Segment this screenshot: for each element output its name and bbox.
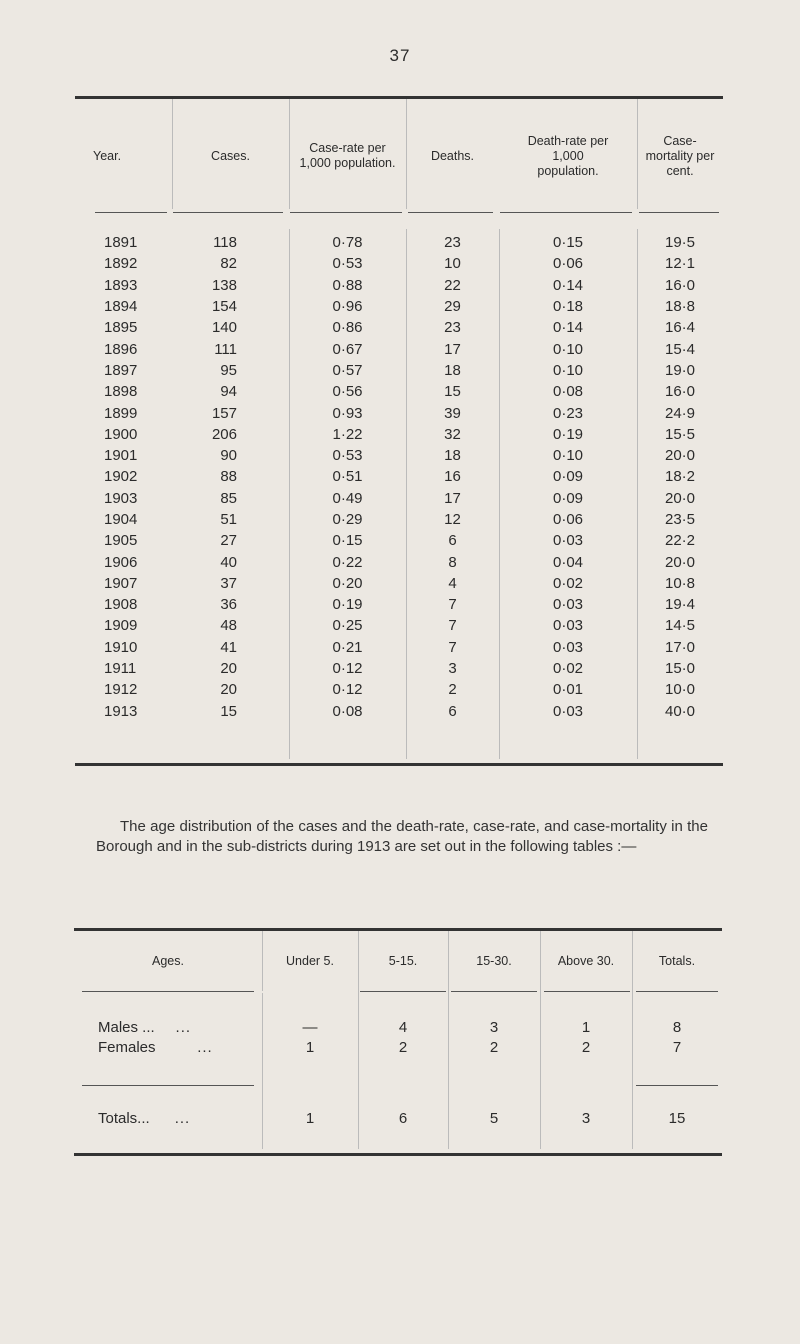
cell-cases: 85 <box>220 489 237 507</box>
cell-cases: 41 <box>220 638 237 656</box>
cell-case-rate: 0·12 <box>332 660 363 678</box>
cell-death-rate: 0·06 <box>552 255 584 273</box>
cell-cases: 138 <box>211 276 237 294</box>
cell-deaths: 15 <box>444 383 461 401</box>
cell-year: 1911 <box>104 660 137 678</box>
cell-year: 1900 <box>104 425 138 443</box>
cell-case-mortality: 23·5 <box>664 511 696 528</box>
cell-cases: 111 <box>214 340 237 358</box>
table-row <box>75 232 723 253</box>
cell-case-mortality: 19·5 <box>664 234 696 252</box>
cell-above-30: 1 <box>581 1018 591 1036</box>
cell-deaths: 7 <box>448 596 457 614</box>
cell-case-mortality: 24·9 <box>664 404 696 422</box>
table-row <box>75 253 723 274</box>
cell-case-mortality: 20·0 <box>664 553 696 571</box>
cell-case-rate: 0·19 <box>332 596 363 614</box>
header-rule <box>408 212 493 213</box>
table-row <box>75 296 723 317</box>
cell-deaths: 16 <box>444 468 461 486</box>
cell-5-15: 6 <box>398 1109 408 1127</box>
cell-death-rate: 0·19 <box>552 425 584 443</box>
cell-total: 7 <box>672 1038 682 1056</box>
header-death-rate: Death-rate per 1,000 population. <box>527 133 609 178</box>
cell-case-rate: 0·29 <box>332 511 363 528</box>
cell-case-rate: 0·96 <box>332 298 363 316</box>
cell-deaths: 6 <box>448 532 457 550</box>
cell-year: 1891 <box>104 234 138 252</box>
cell-case-rate: 0·25 <box>332 617 363 635</box>
cell-case-rate: 0·86 <box>332 319 363 337</box>
row-label <box>74 1039 262 1056</box>
header-rule <box>451 991 537 992</box>
table-row <box>75 402 723 423</box>
cell-death-rate: 0·10 <box>552 361 584 379</box>
totals-rule <box>82 1085 254 1086</box>
table-row <box>75 594 723 615</box>
cell-case-rate: 0·88 <box>332 276 363 294</box>
cell-cases: 15 <box>220 702 237 720</box>
page-number: 37 <box>389 46 411 65</box>
cell-cases: 157 <box>211 404 237 422</box>
row-label <box>74 1110 262 1127</box>
leader-dots: ... <box>174 1109 191 1127</box>
cell-year: 1904 <box>104 511 138 528</box>
header-rule <box>95 212 167 213</box>
table-header-row <box>74 931 722 991</box>
cell-deaths: 17 <box>444 489 461 507</box>
cell-death-rate: 0·03 <box>552 638 584 656</box>
cell-death-rate: 0·23 <box>552 404 584 422</box>
header-under-5: Under 5. <box>286 954 334 968</box>
cell-cases: 88 <box>220 468 237 486</box>
cell-year: 1901 <box>104 447 138 465</box>
cell-deaths: 3 <box>448 660 457 678</box>
table-row <box>75 701 723 722</box>
cell-case-rate: 0·67 <box>332 340 363 358</box>
cell-death-rate: 0·10 <box>552 447 584 465</box>
label-males: Males ... <box>98 1018 155 1036</box>
cell-case-mortality: 40·0 <box>664 702 696 720</box>
cell-cases: 90 <box>220 447 237 465</box>
cell-deaths: 10 <box>444 255 461 273</box>
cell-deaths: 12 <box>444 511 461 528</box>
cell-cases: 95 <box>220 361 237 379</box>
cell-deaths: 39 <box>444 404 461 422</box>
cell-year: 1892 <box>104 255 138 273</box>
header-cases: Cases. <box>211 148 250 163</box>
cell-deaths: 7 <box>448 617 457 635</box>
row-label <box>74 1019 262 1036</box>
leader-dots: ... <box>175 1018 192 1036</box>
cell-case-mortality: 19·4 <box>664 596 696 614</box>
header-deaths: Deaths. <box>430 148 475 163</box>
header-above-30: Above 30. <box>557 954 615 968</box>
cell-5-15: 2 <box>398 1038 408 1056</box>
cell-case-rate: 0·08 <box>332 702 363 720</box>
cell-year: 1906 <box>104 553 138 571</box>
cell-deaths: 18 <box>444 447 461 465</box>
header-rule <box>500 212 632 213</box>
annual-statistics-table <box>75 96 723 766</box>
header-5-15: 5-15. <box>388 954 418 968</box>
header-case-mortality: Case-mortality per cent. <box>645 133 715 178</box>
cell-year: 1893 <box>104 276 138 294</box>
cell-cases: 82 <box>220 255 237 273</box>
table-row <box>75 637 723 658</box>
cell-under-5: 1 <box>305 1038 315 1056</box>
cell-cases: 36 <box>220 596 237 614</box>
table-row <box>75 317 723 338</box>
cell-cases: 206 <box>211 425 237 443</box>
cell-death-rate: 0·10 <box>552 340 584 358</box>
cell-case-mortality: 12·1 <box>664 255 696 273</box>
cell-year: 1897 <box>104 361 138 379</box>
cell-case-rate: 0·57 <box>332 361 363 379</box>
column-divider <box>289 99 290 209</box>
header-totals: Totals. <box>658 954 696 968</box>
cell-5-15: 4 <box>398 1018 408 1036</box>
cell-deaths: 18 <box>444 361 461 379</box>
cell-case-rate: 0·22 <box>332 553 363 571</box>
cell-deaths: 32 <box>444 425 461 443</box>
cell-case-mortality: 18·2 <box>664 468 696 486</box>
header-year: Year. <box>93 148 122 163</box>
age-distribution-table <box>74 928 722 1156</box>
cell-case-rate: 0·20 <box>332 574 363 592</box>
cell-death-rate: 0·04 <box>552 553 584 571</box>
cell-year: 1895 <box>104 319 138 337</box>
header-rule <box>639 212 719 213</box>
cell-case-rate: 0·49 <box>332 489 363 507</box>
cell-case-mortality: 10·0 <box>664 681 696 699</box>
cell-case-rate: 0·12 <box>332 681 363 699</box>
cell-case-rate: 1·22 <box>332 425 363 443</box>
cell-year: 1913 <box>104 702 138 720</box>
table-row <box>75 445 723 466</box>
cell-case-mortality: 20·0 <box>664 447 696 465</box>
cell-cases: 40 <box>220 553 237 571</box>
cell-year: 1908 <box>104 596 138 614</box>
cell-15-30: 2 <box>489 1038 499 1056</box>
cell-case-rate: 0·53 <box>332 255 363 273</box>
cell-deaths: 22 <box>444 276 461 294</box>
totals-rule <box>636 1085 718 1086</box>
cell-year: 1903 <box>104 489 138 507</box>
cell-deaths: 23 <box>444 234 461 252</box>
column-divider <box>406 99 407 209</box>
column-divider <box>172 99 173 209</box>
cell-death-rate: 0·14 <box>552 276 584 294</box>
cell-cases: 27 <box>220 532 237 550</box>
cell-total: 15 <box>668 1109 686 1127</box>
table-row <box>75 381 723 402</box>
cell-case-rate: 0·53 <box>332 447 363 465</box>
table-row <box>75 551 723 572</box>
cell-case-rate: 0·56 <box>332 383 363 401</box>
cell-deaths: 17 <box>444 340 461 358</box>
cell-deaths: 6 <box>448 702 457 720</box>
table-row <box>75 658 723 679</box>
table-row <box>75 275 723 296</box>
cell-cases: 37 <box>220 574 237 592</box>
cell-deaths: 4 <box>448 574 457 592</box>
cell-case-rate: 0·78 <box>332 234 363 252</box>
cell-death-rate: 0·08 <box>552 383 584 401</box>
cell-death-rate: 0·15 <box>552 234 584 252</box>
cell-death-rate: 0·03 <box>552 702 584 720</box>
cell-cases: 48 <box>220 617 237 635</box>
header-15-30: 15-30. <box>476 954 512 968</box>
cell-year: 1910 <box>104 638 138 656</box>
cell-cases: 118 <box>213 234 237 252</box>
cell-under-5: — <box>302 1018 318 1036</box>
header-rule <box>636 991 718 992</box>
cell-death-rate: 0·03 <box>552 617 584 635</box>
cell-death-rate: 0·02 <box>552 660 584 678</box>
cell-deaths: 7 <box>448 638 457 656</box>
cell-death-rate: 0·02 <box>552 574 584 592</box>
cell-year: 1909 <box>104 617 138 635</box>
header-rule <box>173 212 283 213</box>
cell-above-30: 3 <box>581 1109 591 1127</box>
cell-case-mortality: 15·5 <box>664 425 696 443</box>
cell-cases: 94 <box>220 383 237 401</box>
cell-case-mortality: 20·0 <box>664 489 696 507</box>
cell-under-5: 1 <box>305 1109 315 1127</box>
cell-above-30: 2 <box>581 1038 591 1056</box>
header-ages: Ages. <box>152 954 184 968</box>
table-row <box>75 488 723 509</box>
column-divider <box>262 931 263 991</box>
cell-case-mortality: 16·0 <box>664 383 696 401</box>
table-row <box>75 573 723 594</box>
cell-year: 1894 <box>104 298 138 316</box>
table-row <box>75 466 723 487</box>
header-rule <box>290 212 402 213</box>
table-row-totals <box>74 1107 722 1129</box>
cell-year: 1905 <box>104 532 138 550</box>
cell-year: 1899 <box>104 404 138 422</box>
table-row <box>75 509 723 530</box>
cell-death-rate: 0·09 <box>552 468 584 486</box>
cell-year: 1912 <box>104 681 138 699</box>
label-females: Females <box>98 1038 156 1056</box>
cell-death-rate: 0·03 <box>552 532 584 550</box>
cell-cases: 20 <box>220 681 237 699</box>
table-row <box>75 679 723 700</box>
cell-case-mortality: 14·5 <box>664 617 696 635</box>
leader-dots: ... <box>197 1038 213 1056</box>
cell-case-mortality: 16·0 <box>664 276 696 294</box>
column-divider <box>637 99 638 209</box>
cell-case-rate: 0·51 <box>332 468 363 486</box>
cell-year: 1896 <box>104 340 138 358</box>
header-case-rate: Case-rate per 1,000 population. <box>299 141 396 170</box>
header-rule <box>544 991 630 992</box>
cell-death-rate: 0·09 <box>552 489 584 507</box>
cell-year: 1902 <box>104 468 138 486</box>
cell-15-30: 3 <box>489 1018 499 1036</box>
cell-case-mortality: 17·0 <box>664 638 696 656</box>
cell-case-mortality: 15·4 <box>664 340 696 358</box>
table-row <box>75 360 723 381</box>
cell-deaths: 8 <box>448 553 457 571</box>
table-row <box>75 338 723 359</box>
table-row <box>75 530 723 551</box>
cell-cases: 140 <box>211 319 237 337</box>
cell-cases: 20 <box>220 660 237 678</box>
cell-deaths: 23 <box>444 319 461 337</box>
intro-paragraph: The age distribution of the cases and the death-rate, case-rate, and case-mortality in the Borough and in the sub-districts during 1913 are set out in the following tables :— <box>96 818 708 855</box>
table-row <box>75 424 723 445</box>
cell-year: 1898 <box>104 383 138 401</box>
cell-deaths: 2 <box>448 681 457 699</box>
cell-case-mortality: 16·4 <box>664 319 696 337</box>
cell-case-mortality: 19·0 <box>664 361 696 379</box>
cell-case-mortality: 22·2 <box>664 532 696 550</box>
table-row-females <box>74 1037 722 1057</box>
cell-case-mortality: 15·0 <box>664 660 696 678</box>
cell-cases: 154 <box>211 298 237 316</box>
cell-death-rate: 0·01 <box>552 681 584 699</box>
cell-death-rate: 0·18 <box>552 298 584 316</box>
cell-cases: 51 <box>220 511 237 528</box>
cell-case-mortality: 10·8 <box>664 574 696 592</box>
cell-case-rate: 0·21 <box>332 638 363 656</box>
cell-15-30: 5 <box>489 1109 499 1127</box>
table-row-males <box>74 1017 722 1037</box>
table-body <box>75 232 723 722</box>
cell-total: 8 <box>672 1018 682 1036</box>
cell-death-rate: 0·03 <box>552 596 584 614</box>
header-rule <box>360 991 446 992</box>
label-totals: Totals... <box>98 1109 150 1127</box>
header-rule <box>82 991 254 992</box>
cell-year: 1907 <box>104 574 138 592</box>
cell-case-rate: 0·15 <box>332 532 363 550</box>
table-row <box>75 615 723 636</box>
cell-case-mortality: 18·8 <box>664 298 696 316</box>
cell-case-rate: 0·93 <box>332 404 363 422</box>
cell-death-rate: 0·14 <box>552 319 584 337</box>
cell-deaths: 29 <box>444 298 461 316</box>
cell-death-rate: 0·06 <box>552 511 584 528</box>
